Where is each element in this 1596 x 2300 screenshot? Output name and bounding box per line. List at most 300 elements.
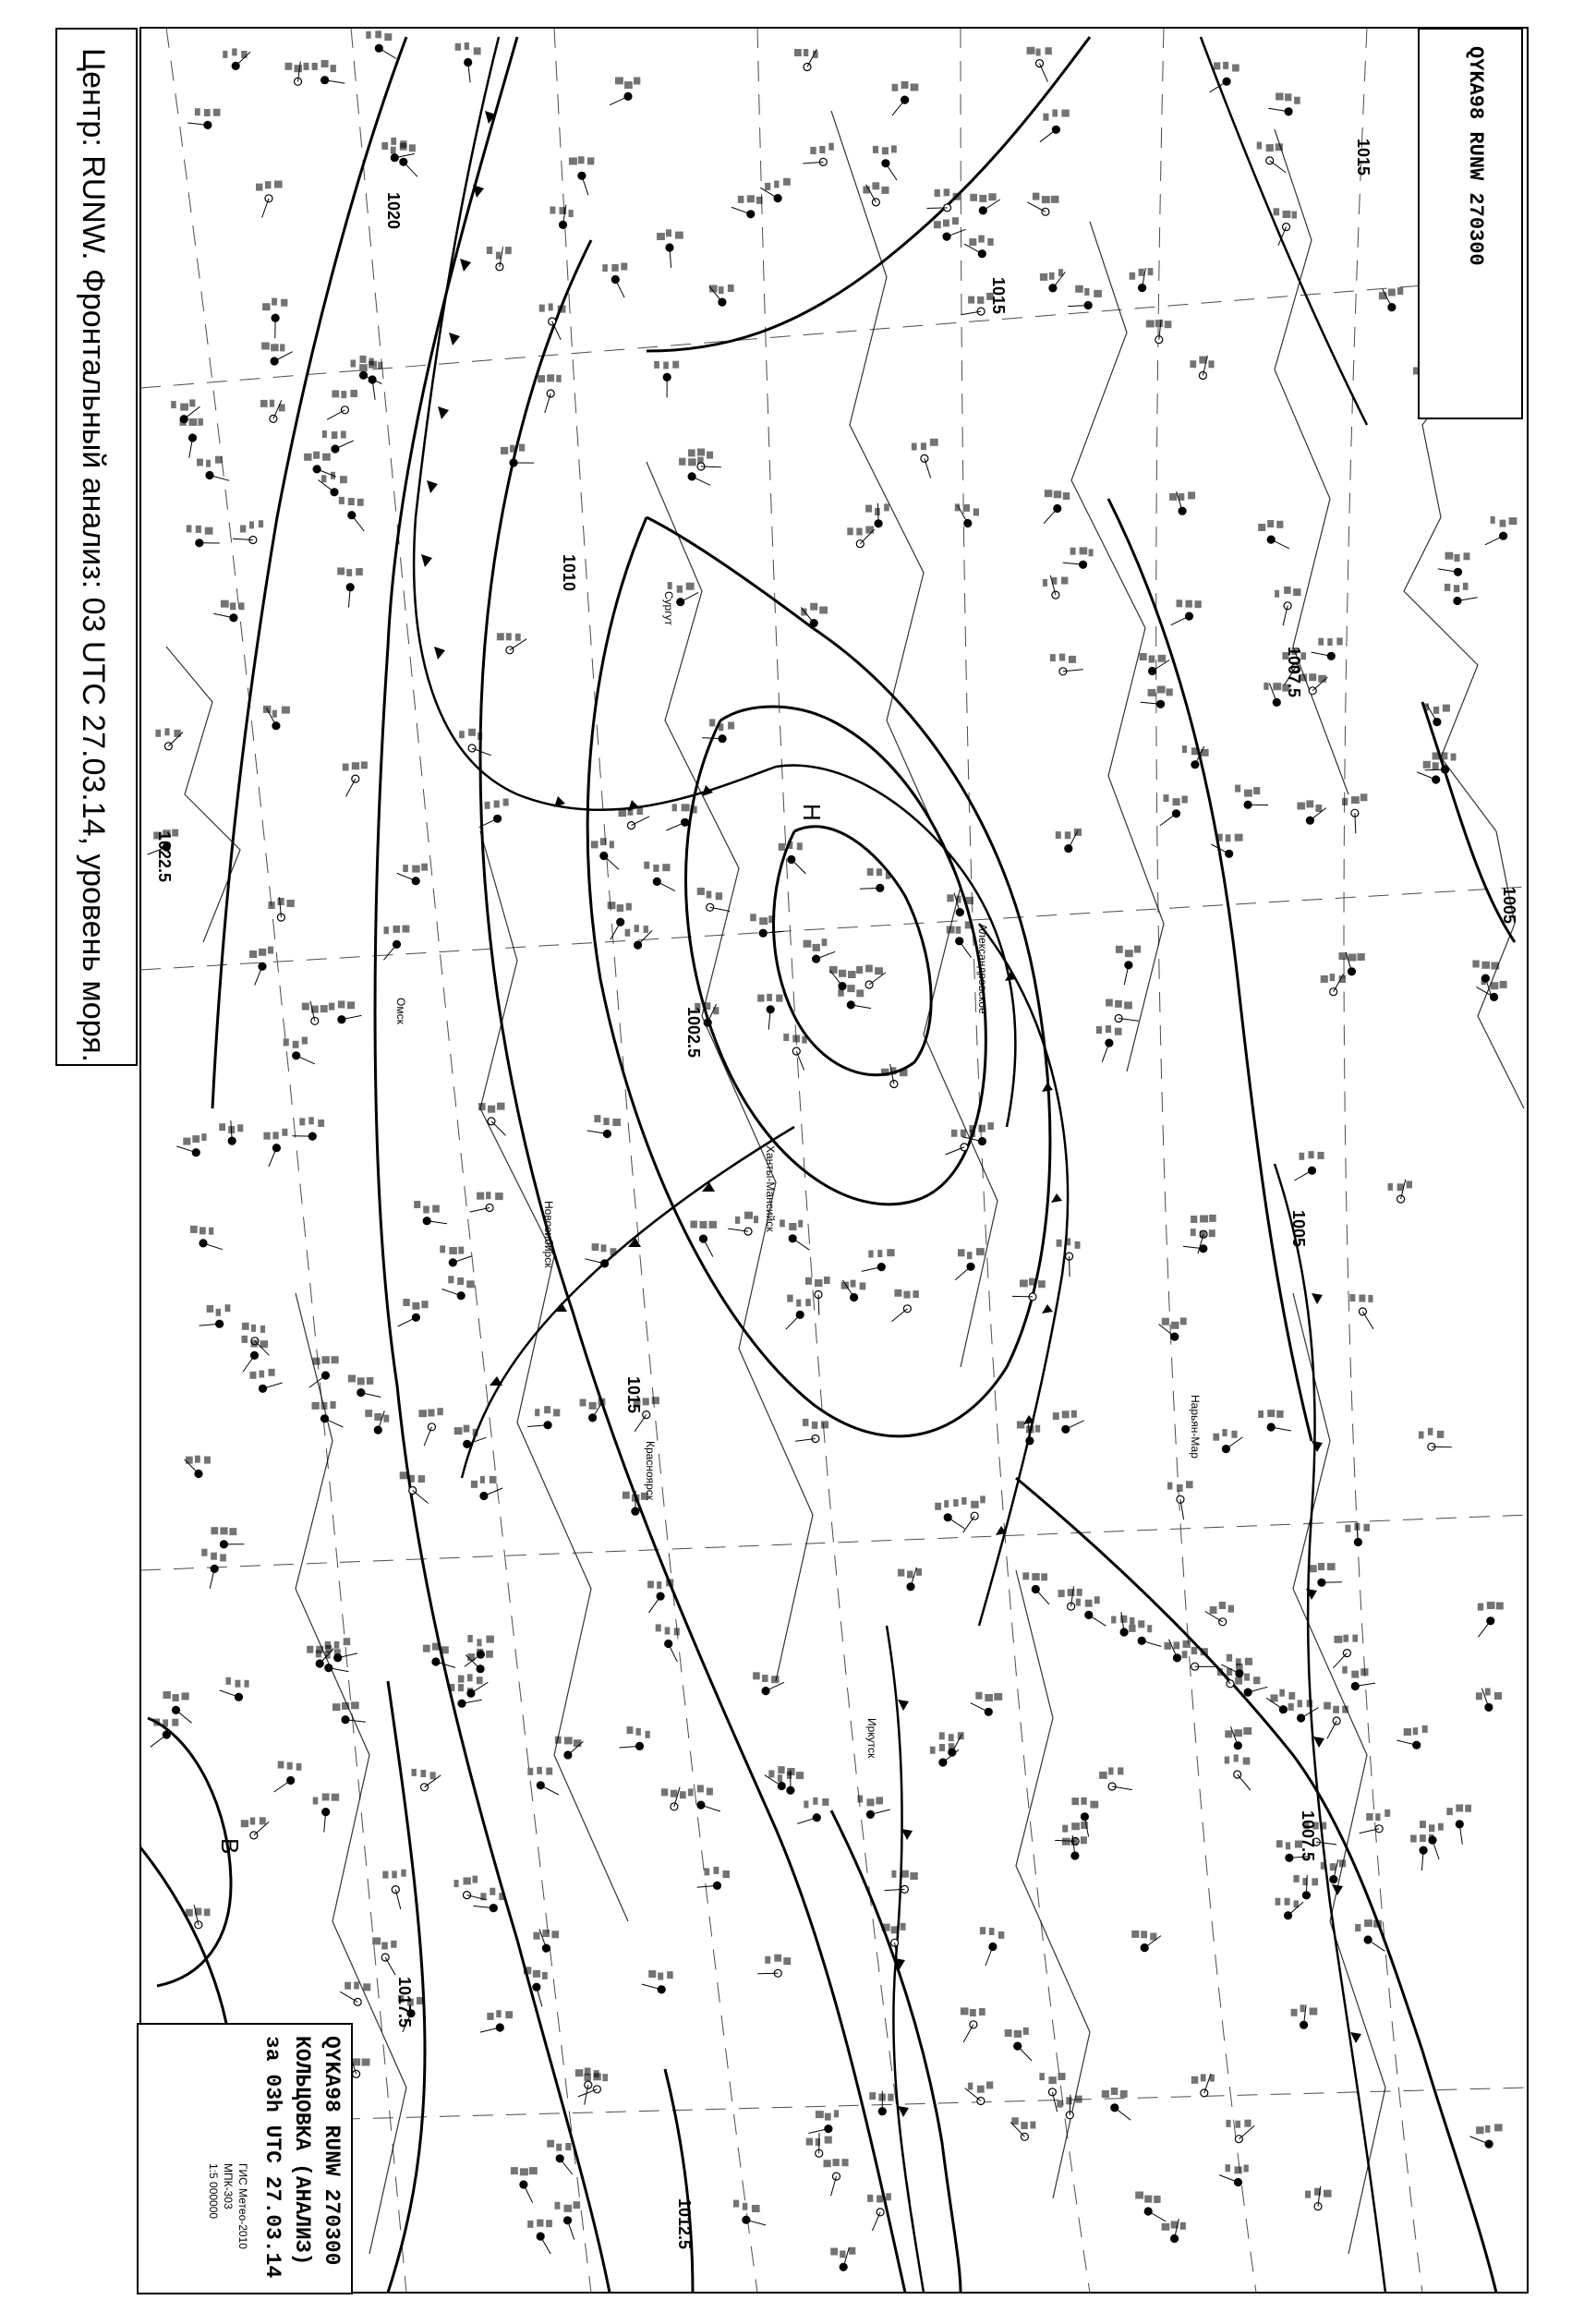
station-data-glyph <box>961 1497 966 1505</box>
station-data-glyph <box>494 801 500 808</box>
station-data-glyph <box>1094 1596 1100 1604</box>
station-data-glyph <box>1173 798 1180 805</box>
isobar-label-1020: 1020 <box>384 192 403 230</box>
station-data-glyph <box>228 1126 235 1133</box>
station-data-glyph <box>564 2205 573 2212</box>
station-data-glyph <box>205 527 213 535</box>
station-data-glyph <box>953 1499 958 1507</box>
station-data-glyph <box>539 305 545 312</box>
station-data-glyph <box>965 897 973 904</box>
station-data-glyph <box>955 503 960 511</box>
station-data-glyph <box>1500 981 1507 988</box>
station-data-glyph <box>458 1684 464 1691</box>
station-data-glyph <box>1084 288 1089 296</box>
station-data-glyph <box>875 967 883 974</box>
station-data-glyph <box>455 43 461 51</box>
station-data-glyph <box>1138 1620 1144 1628</box>
station-data-glyph <box>245 1680 249 1688</box>
station-data-glyph <box>1071 1798 1079 1805</box>
isobar-label-1007-5: 1007.5 <box>1285 647 1303 698</box>
station-data-glyph <box>1292 212 1297 219</box>
station-data-glyph <box>1288 1703 1294 1711</box>
station-data-glyph <box>1165 1642 1172 1650</box>
station-data-glyph <box>1443 705 1450 712</box>
station-data-glyph <box>1033 193 1040 200</box>
station-data-glyph <box>789 1223 796 1230</box>
station-data-glyph <box>1472 961 1479 968</box>
station-data-glyph <box>1201 1648 1208 1655</box>
station-data-glyph <box>1048 2076 1056 2084</box>
station-data-glyph <box>1410 1835 1417 1843</box>
station-data-glyph <box>271 344 279 351</box>
station-data-glyph <box>529 2167 538 2174</box>
station-data-glyph <box>958 1732 964 1739</box>
station-data-glyph <box>805 1277 812 1285</box>
station-data-glyph <box>1314 2188 1321 2196</box>
station-data-glyph <box>815 1279 823 1287</box>
station-data-glyph <box>1478 1604 1483 1611</box>
station-data-glyph <box>903 1291 910 1299</box>
station-data-glyph <box>213 109 221 116</box>
station-data-glyph <box>891 145 897 152</box>
isobar-label-1015-b: 1015 <box>624 1376 643 1414</box>
station-data-glyph <box>1191 1216 1197 1223</box>
station-data-glyph <box>1075 2096 1082 2103</box>
station-data-glyph <box>458 1247 464 1254</box>
station-data-glyph <box>644 862 649 869</box>
station-data-glyph <box>873 146 878 153</box>
station-data-glyph <box>867 2195 873 2202</box>
station-data-glyph <box>949 1734 954 1741</box>
station-data-glyph <box>1276 1840 1283 1847</box>
station-data-glyph <box>1351 1671 1359 1678</box>
station-data-glyph <box>1046 47 1052 54</box>
station-data-glyph <box>346 569 352 576</box>
station-data-glyph <box>260 1340 269 1348</box>
station-data-glyph <box>550 207 556 214</box>
station-data-glyph <box>1244 2165 1249 2173</box>
station-data-glyph <box>969 238 976 246</box>
station-data-glyph <box>1285 93 1291 101</box>
station-data-glyph <box>459 731 465 738</box>
station-data-glyph <box>691 1221 697 1229</box>
station-data-glyph <box>384 33 392 41</box>
station-data-glyph <box>1312 1878 1318 1885</box>
station-data-glyph <box>970 2009 976 2016</box>
station-data-glyph <box>1062 1410 1070 1418</box>
station-data-glyph <box>201 1133 206 1141</box>
station-data-glyph <box>1487 1602 1495 1609</box>
station-data-glyph <box>1235 785 1240 793</box>
station-data-glyph <box>263 1132 270 1140</box>
station-data-glyph <box>1182 796 1188 804</box>
station-data-glyph <box>1182 1651 1188 1658</box>
station-data-glyph <box>496 2010 501 2017</box>
station-data-glyph <box>322 1356 330 1363</box>
station-data-glyph <box>828 143 834 151</box>
station-data-glyph <box>1234 1754 1239 1761</box>
station-data-glyph <box>600 838 607 845</box>
station-data-glyph <box>1130 1617 1134 1625</box>
map-title: Центр: RUNW. Фронтальный анализ: 03 UTC 27.03.14, уровень моря. <box>76 48 111 1063</box>
station-data-glyph <box>1054 490 1061 498</box>
station-data-glyph <box>201 1549 207 1556</box>
station-data-glyph <box>1058 2073 1065 2080</box>
station-data-glyph <box>403 865 408 872</box>
station-data-glyph <box>1343 1635 1348 1642</box>
station-data-glyph <box>584 2074 591 2081</box>
station-data-glyph <box>1191 2076 1199 2084</box>
station-data-glyph <box>277 898 284 905</box>
station-data-glyph <box>1139 269 1144 276</box>
station-data-glyph <box>705 1868 710 1875</box>
station-data-glyph <box>1373 1920 1382 1928</box>
station-data-glyph <box>260 1817 266 1824</box>
station-data-glyph <box>467 1688 473 1695</box>
station-data-glyph <box>1186 600 1192 608</box>
station-data-glyph <box>626 903 632 911</box>
station-data-glyph <box>421 1770 427 1777</box>
station-data-glyph <box>709 719 715 726</box>
station-data-glyph <box>464 1877 471 1884</box>
station-data-glyph <box>1349 1294 1355 1301</box>
station-data-glyph <box>1209 1215 1216 1222</box>
station-data-glyph <box>1053 1412 1059 1420</box>
station-data-glyph <box>1245 1658 1252 1665</box>
station-data-glyph <box>975 1692 982 1700</box>
station-data-glyph <box>367 1377 374 1385</box>
station-data-glyph <box>428 1410 434 1417</box>
station-data-glyph <box>810 147 816 154</box>
station-data-glyph <box>894 1289 901 1297</box>
station-data-glyph <box>621 263 627 271</box>
station-data-glyph <box>813 1798 817 1805</box>
station-data-glyph <box>868 1251 873 1258</box>
station-data-glyph <box>877 1250 882 1257</box>
station-data-glyph <box>973 508 979 515</box>
station-data-glyph <box>321 1402 328 1410</box>
station-data-glyph <box>564 1737 573 1744</box>
station-data-glyph <box>171 401 176 408</box>
station-data-glyph <box>359 364 368 371</box>
station-data-glyph <box>515 634 521 641</box>
station-data-glyph <box>1286 1842 1290 1849</box>
station-data-glyph <box>279 404 285 411</box>
station-data-glyph <box>1096 1026 1102 1034</box>
station-data-glyph <box>1111 2088 1118 2095</box>
station-data-glyph <box>437 1408 442 1415</box>
station-data-glyph <box>930 1747 936 1754</box>
station-data-glyph <box>707 452 713 459</box>
station-data-glyph <box>881 1069 889 1076</box>
station-data-glyph <box>204 109 211 116</box>
station-data-glyph <box>262 303 270 310</box>
station-data-glyph <box>1052 577 1058 585</box>
station-data-glyph <box>1035 1425 1040 1433</box>
station-name: Омск <box>394 998 407 1024</box>
station-data-glyph <box>1476 1692 1482 1700</box>
station-data-glyph <box>544 1406 550 1413</box>
station-data-glyph <box>1120 1616 1127 1623</box>
station-data-glyph <box>1404 1728 1411 1736</box>
station-data-glyph <box>1388 1183 1393 1191</box>
station-data-glyph <box>1056 831 1061 839</box>
station-data-glyph <box>612 1119 621 1126</box>
station-data-glyph <box>788 841 793 849</box>
station-data-glyph <box>625 929 631 937</box>
station-data-glyph <box>1148 268 1154 275</box>
station-data-glyph <box>1315 805 1322 812</box>
station-data-glyph <box>856 966 863 974</box>
station-data-glyph <box>216 1309 222 1316</box>
station-data-glyph <box>728 284 734 292</box>
stamp-credit-code: МПК-303 <box>222 2163 235 2209</box>
station-data-glyph <box>804 940 812 948</box>
station-data-glyph <box>968 297 974 304</box>
station-data-glyph <box>624 81 633 89</box>
station-data-glyph <box>332 390 339 397</box>
station-data-glyph <box>662 864 670 871</box>
station-data-glyph <box>1355 1924 1360 1931</box>
station-data-glyph <box>473 1429 478 1436</box>
station-data-glyph <box>951 1130 958 1137</box>
station-data-glyph <box>947 894 953 902</box>
station-data-glyph <box>417 1997 424 2004</box>
station-data-glyph <box>765 1956 770 1964</box>
station-data-glyph <box>1144 2196 1152 2203</box>
station-data-glyph <box>209 1228 213 1235</box>
station-data-glyph <box>1465 1805 1471 1812</box>
station-data-glyph <box>501 447 508 454</box>
station-data-glyph <box>1210 1606 1217 1614</box>
station-data-glyph <box>1140 653 1147 660</box>
station-data-glyph <box>334 1641 340 1649</box>
station-data-glyph <box>474 47 481 54</box>
station-data-glyph <box>320 1005 328 1012</box>
station-data-glyph <box>392 1870 397 1878</box>
station-data-glyph <box>1235 834 1243 841</box>
station-data-glyph <box>1214 62 1220 69</box>
station-data-glyph <box>1089 549 1094 556</box>
station-data-glyph <box>778 1774 782 1782</box>
station-data-glyph <box>1324 2190 1332 2197</box>
station-data-glyph <box>236 1680 241 1688</box>
station-data-glyph <box>1300 1153 1305 1160</box>
station-data-glyph <box>657 233 665 240</box>
station-data-glyph <box>578 156 585 163</box>
station-data-glyph <box>816 2111 824 2118</box>
station-data-glyph <box>1266 144 1274 151</box>
station-data-glyph <box>977 297 984 304</box>
station-data-glyph <box>356 568 363 575</box>
station-data-glyph <box>384 926 389 934</box>
station-data-glyph <box>180 418 187 426</box>
station-data-glyph <box>819 146 825 153</box>
station-data-glyph <box>1305 2191 1311 2198</box>
station-data-glyph <box>1200 1230 1206 1238</box>
station-data-glyph <box>628 808 634 816</box>
station-data-glyph <box>1071 1822 1080 1830</box>
station-data-glyph <box>1363 1524 1370 1531</box>
station-data-glyph <box>374 1413 381 1421</box>
station-data-glyph <box>842 2159 849 2166</box>
station-data-glyph <box>887 1249 894 1256</box>
station-data-glyph <box>362 2059 370 2066</box>
station-data-glyph <box>1102 2090 1109 2098</box>
station-data-glyph <box>556 2144 562 2151</box>
station-data-glyph <box>1464 552 1470 560</box>
station-data-glyph <box>970 194 977 201</box>
station-data-glyph <box>1433 753 1440 760</box>
station-data-glyph <box>285 63 293 70</box>
station-data-glyph <box>768 915 775 923</box>
station-data-glyph <box>269 1369 275 1376</box>
station-data-glyph <box>332 1356 339 1363</box>
station-data-glyph <box>249 521 254 528</box>
station-data-glyph <box>220 1527 227 1534</box>
station-data-glyph <box>1327 638 1332 646</box>
station-data-glyph <box>241 51 247 58</box>
station-data-glyph <box>421 1301 428 1308</box>
station-data-glyph <box>204 1908 211 1916</box>
station-data-glyph <box>677 586 683 593</box>
station-data-glyph <box>1279 1689 1285 1697</box>
station-data-glyph <box>1057 1240 1062 1247</box>
station-data-glyph <box>1209 1229 1215 1237</box>
station-data-glyph <box>1191 1647 1198 1654</box>
station-data-glyph <box>634 78 640 85</box>
station-data-glyph <box>767 994 772 1001</box>
station-data-glyph <box>449 1247 457 1254</box>
isobar-label-1022-5: 1022.5 <box>155 831 174 883</box>
station-data-glyph <box>865 527 874 534</box>
station-data-glyph <box>155 730 161 737</box>
station-data-glyph <box>688 1788 694 1796</box>
station-data-glyph <box>332 1794 340 1801</box>
station-data-glyph <box>1074 829 1082 836</box>
station-data-glyph <box>163 1691 171 1699</box>
station-data-glyph <box>409 144 416 151</box>
station-data-glyph <box>1275 590 1279 598</box>
station-data-glyph <box>1258 524 1265 531</box>
station-data-glyph <box>666 1580 673 1587</box>
station-data-glyph <box>357 499 364 506</box>
station-data-glyph <box>1339 952 1348 960</box>
station-data-glyph <box>312 63 318 70</box>
station-data-glyph <box>1407 1180 1412 1188</box>
station-data-glyph <box>1057 2100 1062 2108</box>
station-data-glyph <box>611 1248 617 1255</box>
station-data-glyph <box>1291 2009 1298 2016</box>
station-data-glyph <box>344 1638 351 1645</box>
station-data-glyph <box>1226 834 1231 841</box>
station-data-glyph <box>1384 1810 1390 1817</box>
station-data-glyph <box>457 1277 464 1285</box>
station-data-glyph <box>1234 1729 1242 1737</box>
station-data-glyph <box>321 475 326 482</box>
station-data-glyph <box>284 1038 289 1046</box>
station-data-glyph <box>1070 548 1076 555</box>
station-data-glyph <box>1040 273 1047 281</box>
station-data-glyph <box>916 1568 922 1576</box>
station-data-glyph <box>538 375 545 382</box>
station-data-glyph <box>497 1103 505 1110</box>
station-data-glyph <box>774 181 779 188</box>
station-data-glyph <box>321 60 329 67</box>
station-data-glyph <box>998 1931 1004 1939</box>
station-data-glyph <box>497 633 504 640</box>
station-data-glyph <box>877 868 882 876</box>
station-data-glyph <box>313 452 320 459</box>
station-data-glyph <box>485 802 490 809</box>
station-data-glyph <box>467 1635 472 1642</box>
station-data-glyph <box>341 431 346 439</box>
station-data-glyph <box>627 1726 634 1734</box>
station-data-glyph <box>505 2011 513 2018</box>
station-data-glyph <box>876 1797 883 1804</box>
station-data-glyph <box>944 1500 949 1507</box>
station-data-glyph <box>964 504 970 512</box>
station-data-glyph <box>1029 1278 1035 1286</box>
station-data-glyph <box>490 1476 497 1483</box>
station-data-glyph <box>1429 1824 1434 1832</box>
station-data-glyph <box>1284 587 1291 594</box>
station-name: Александровское <box>976 924 989 1014</box>
station-data-glyph <box>527 1768 533 1775</box>
station-data-glyph <box>286 900 294 907</box>
station-data-glyph <box>487 247 492 254</box>
station-data-glyph <box>1085 1600 1093 1607</box>
station-data-glyph <box>952 217 959 224</box>
stamp-line-time: за 03h UTC 27.03.14 <box>260 2036 284 2279</box>
station-data-glyph <box>337 567 345 575</box>
station-data-glyph <box>1090 1801 1098 1809</box>
station-data-glyph <box>672 804 677 811</box>
stamp-credit-scale: 1:5 000000 <box>207 2163 220 2220</box>
station-data-glyph <box>762 1675 768 1682</box>
station-data-glyph <box>1120 2090 1128 2098</box>
station-data-glyph <box>1069 656 1076 663</box>
station-data-glyph <box>1147 1625 1152 1632</box>
station-data-glyph <box>1134 946 1141 953</box>
station-data-glyph <box>593 2073 600 2080</box>
station-data-glyph <box>675 232 683 239</box>
station-data-glyph <box>848 971 856 978</box>
station-data-glyph <box>1094 290 1102 297</box>
stamp-line-type: КОЛЬЦОВКА (АНАЛИЗ) <box>290 2036 314 2266</box>
station-data-glyph <box>1476 2126 1484 2134</box>
station-data-glyph <box>812 1422 817 1429</box>
analysis-stamp <box>137 2023 353 2294</box>
station-data-glyph <box>697 449 705 456</box>
station-data-glyph <box>912 443 917 451</box>
station-data-glyph <box>1451 754 1457 761</box>
station-data-glyph <box>947 926 955 934</box>
station-data-glyph <box>372 1937 381 1944</box>
station-data-glyph <box>486 1651 493 1658</box>
station-data-glyph <box>432 1643 440 1651</box>
station-data-glyph <box>226 1677 231 1685</box>
station-data-glyph <box>486 1192 490 1199</box>
station-data-glyph <box>1032 1573 1039 1580</box>
station-data-glyph <box>211 1553 217 1560</box>
station-data-glyph <box>249 950 257 958</box>
station-data-glyph <box>969 1125 974 1132</box>
station-data-glyph <box>163 1719 168 1726</box>
station-data-glyph <box>520 2168 528 2175</box>
station-data-glyph <box>1309 673 1316 681</box>
station-data-glyph <box>204 1457 211 1464</box>
